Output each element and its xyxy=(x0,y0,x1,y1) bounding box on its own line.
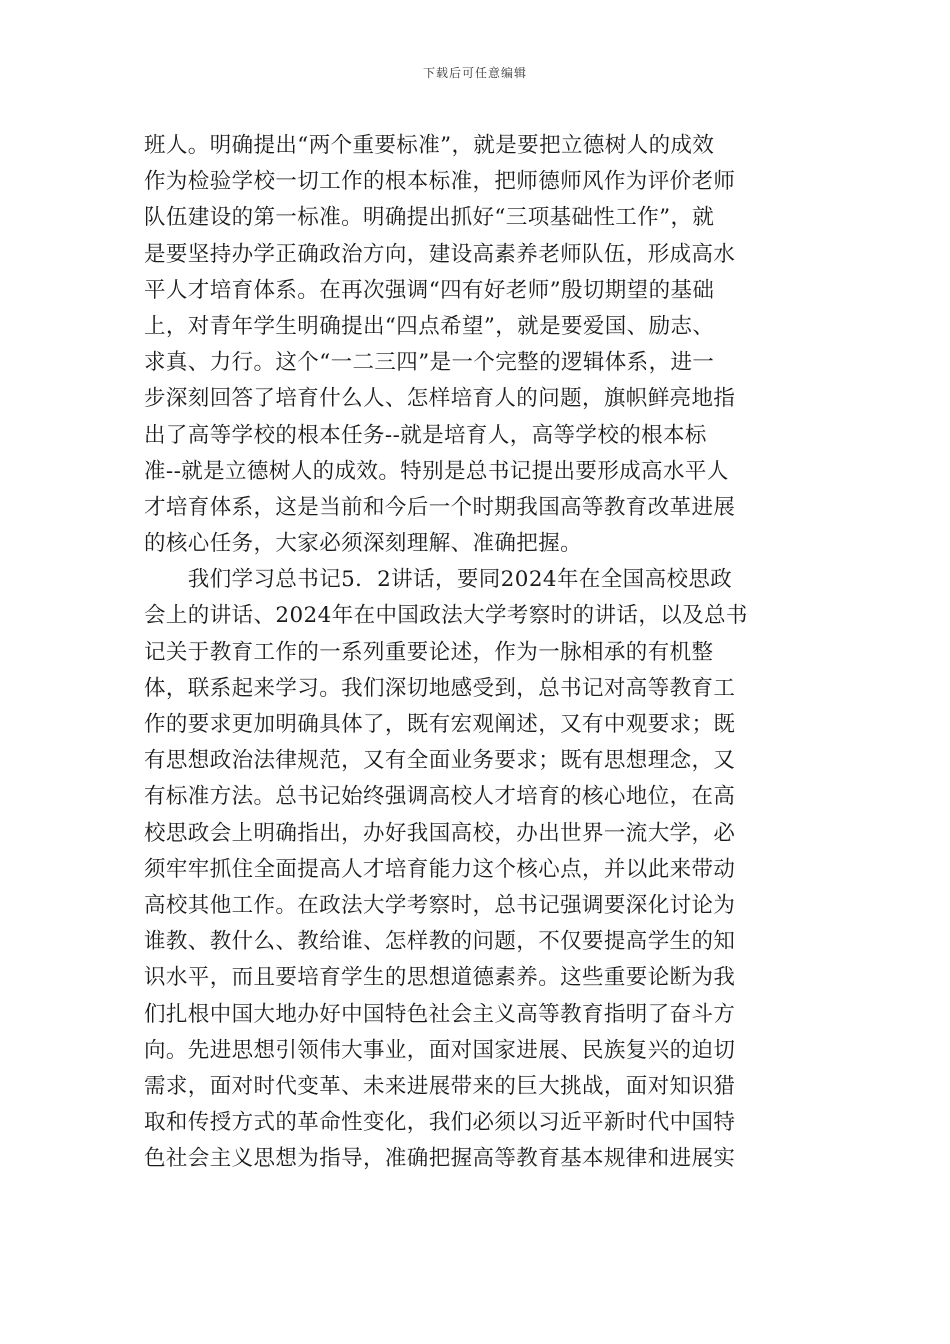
text-line: 高校其他工作。在政法大学考察时，总书记强调要深化讨论为 xyxy=(144,892,736,918)
text-line: 的核心任务，大家必须深刻理解、准确把握。 xyxy=(144,531,583,557)
text-line: 向。先进思想引领伟大事业，面对国家进展、民族复兴的迫切 xyxy=(144,1037,736,1063)
text-line: 有标准方法。总书记始终强调高校人才培育的核心地位，在高 xyxy=(144,784,736,810)
text-line: 求真、力行。这个“一二三四”是一个完整的逻辑体系，进一 xyxy=(144,350,715,376)
text-line: 体，联系起来学习。我们深切地感受到，总书记对高等教育工 xyxy=(144,675,736,701)
text-line: 需求，面对时代变革、未来进展带来的巨大挑战，面对知识猎 xyxy=(144,1073,736,1099)
text-line: 准--就是立德树人的成效。特别是总书记提出要形成高水平人 xyxy=(144,458,729,484)
text-line: 谁教、教什么、教给谁、怎样教的问题，不仅要提高学生的知 xyxy=(144,929,736,955)
text-line: 作的要求更加明确具体了，既有宏观阐述，又有中观要求；既 xyxy=(144,712,736,737)
text-line: 作为检验学校一切工作的根本标准，把师德师风作为评价老师 xyxy=(144,169,736,195)
text-line: 识水平，而且要培育学生的思想道德素养。这些重要论断为我 xyxy=(144,965,736,991)
body-text xyxy=(144,128,794,1177)
text-line: 是要坚持办学正确政治方向，建设高素养老师队伍，形成高水 xyxy=(144,241,736,267)
text-line: 记关于教育工作的一系列重要论述，作为一脉相承的有机整 xyxy=(144,639,714,665)
text-line: 会上的讲话、2024年在中国政法大学考察时的讲话，以及总书 xyxy=(144,603,748,629)
text-line: 出了高等学校的根本任务--就是培育人，高等学校的根本标 xyxy=(144,422,707,448)
text-line: 须牢牢抓住全面提高人才培育能力这个核心点，并以此来带动 xyxy=(144,856,736,882)
text-line: 我们学习总书记5．2讲话，要同2024年在全国高校思政 xyxy=(144,567,733,593)
text-line: 队伍建设的第一标准。明确提出抓好“三项基础性工作”，就 xyxy=(144,205,715,231)
text-line: 平人才培育体系。在再次强调“四有好老师”殷切期望的基础 xyxy=(144,277,715,303)
text-line: 才培育体系，这是当前和今后一个时期我国高等教育改革进展 xyxy=(144,494,736,520)
text-line: 班人。明确提出“两个重要标准”，就是要把立德树人的成效 xyxy=(144,133,715,158)
header-note: 下载后可任意编辑 xyxy=(422,66,527,80)
text-line: 校思政会上明确指出，办好我国高校，办出世界一流大学，必 xyxy=(144,820,736,846)
text-line: 步深刻回答了培育什么人、怎样培育人的问题，旗帜鲜亮地指 xyxy=(144,386,736,412)
text-line: 有思想政治法律规范，又有全面业务要求；既有思想理念，又 xyxy=(144,748,736,774)
text-line: 色社会主义思想为指导，准确把握高等教育基本规律和进展实 xyxy=(144,1146,736,1172)
text-line: 上，对青年学生明确提出“四点希望”，就是要爱国、励志、 xyxy=(144,313,715,339)
text-line: 们扎根中国大地办好中国特色社会主义高等教育指明了奋斗方 xyxy=(144,1001,736,1027)
text-line: 取和传授方式的革命性变化，我们必须以习近平新时代中国特 xyxy=(144,1110,736,1136)
